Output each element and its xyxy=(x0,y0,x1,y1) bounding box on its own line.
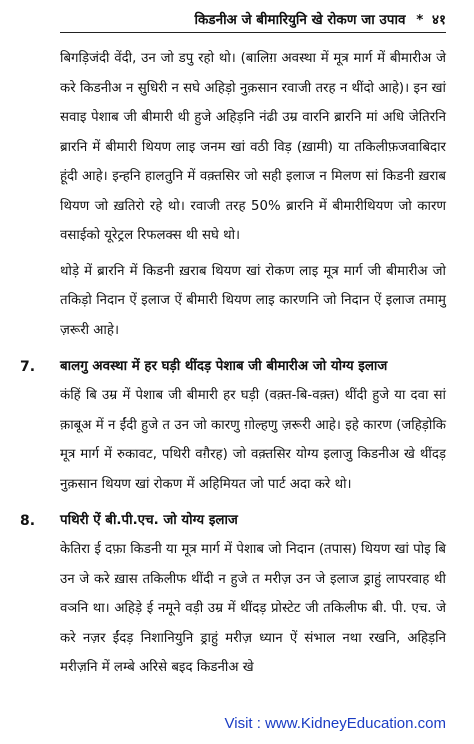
website-link[interactable]: Visit : www.KidneyEducation.com xyxy=(224,715,446,732)
section-8 xyxy=(20,507,446,683)
intro-paragraph-1: बिगड़िजंदी वेंदी, उन जो डपु रहो थो। (बालिग़ अवस्था में मूत्र मार्ग में बीमारीअ जे करे किडनीअ न सुधिरी न सघे अहिड़ो नुक़सान रवाजी तरह न थींदो आहे)। इन खां सवाइ पेशाब जी बीमारी थी हुजे अहिड़नि नंढी उम्र वारनि ब्रारनि मां अधि जेतिरनि ब्रारनि में बीमारी थियण लाइ जनम खां वठी विड़ (ख़ामी) या तकिलीफ़जवाबिदार हूंदी आहे। इन्हनि हालतुनि में वक़्तसिर जो सही इलाज न मिलण सां किडनी ख़राब थियण जो ख़तिरो रहे थो। रवाजी तरह 50% ब्रारनि में बीमारीथियण जो कारण वसाईको यूरेट्रल रिफलक्स थी सघे थो। xyxy=(60,51,446,243)
header-star: * xyxy=(416,12,424,28)
running-header xyxy=(60,10,446,33)
section-7-number: 7. xyxy=(20,359,36,375)
header-rule xyxy=(60,32,446,33)
section-7 xyxy=(20,353,446,499)
intro-paragraph-2: थोड़े में ब्रारनि में किडनी ख़राब थियण खां रोकण लाइ मूत्र मार्ग जी बीमारीअ जो तकिड़ो निदान ऐं इलाज ऐं बीमारी थियण लाइ कारणनि जो निदान ऐं इलाज तमामु ज़रूरी आहे। xyxy=(60,263,446,338)
page-number: ४१ xyxy=(431,12,446,28)
running-title: किडनीअ जे बीमारियुनि खे रोकण जा उपाव xyxy=(194,12,406,28)
section-8-text: केतिरा ई दफ़ा किडनी या मूत्र मार्ग में पेशाब जो निदान (तपास) थियण खां पोइ बि उन जे करे ख़ास तकिलीफ थींदी न हुजे त मरीज़ उन जे इलाज ड्राहुं लापरवाह थी वञनि था। अहिड़े ई नमूने वड़ी उम्र में थींदड़ प्रोस्टेट जी तकिलीफ बी. पी. एच. जे करे नज़र ईंदड़ निशानियुनि ड्राहुं मरीज़ ध्यान ऐं संभाल नथा रखनि, अहिड़नि मरीज़नि में लम्बे अरिसे बइद किडनीअ खे xyxy=(60,542,446,675)
section-7-text: कंहिं बि उम्र में पेशाब जी बीमारी हर घड़ी (वक़्त-बि-वक़्त) थींदी हुजे या दवा सां क़ाबूअ में न ईंदी हुजे त उन जो कारणु ग़ोल्हणु ज़रूरी आहे। इहे कारण (जहिड़ोकि मूत्र मार्ग में रुकावट, पथिरी वग़ैरह) जो वक़्तसिर योग्य इलाजु किडनीअ खे थींदड़ नुक़सान थियण खां रोकण में अहिमियत जो पार्ट अदा करे थो। xyxy=(60,388,446,492)
page-content xyxy=(20,44,446,689)
section-8-number: 8. xyxy=(20,513,36,529)
section-8-title: पथिरी ऐं बी.पी.एच. जो योग्य इलाज xyxy=(60,513,238,528)
section-7-title: बालगु अवस्था में हर घड़ी थींदड़ पेशाब जी बीमारीअ जो योग्य इलाज xyxy=(60,359,388,374)
